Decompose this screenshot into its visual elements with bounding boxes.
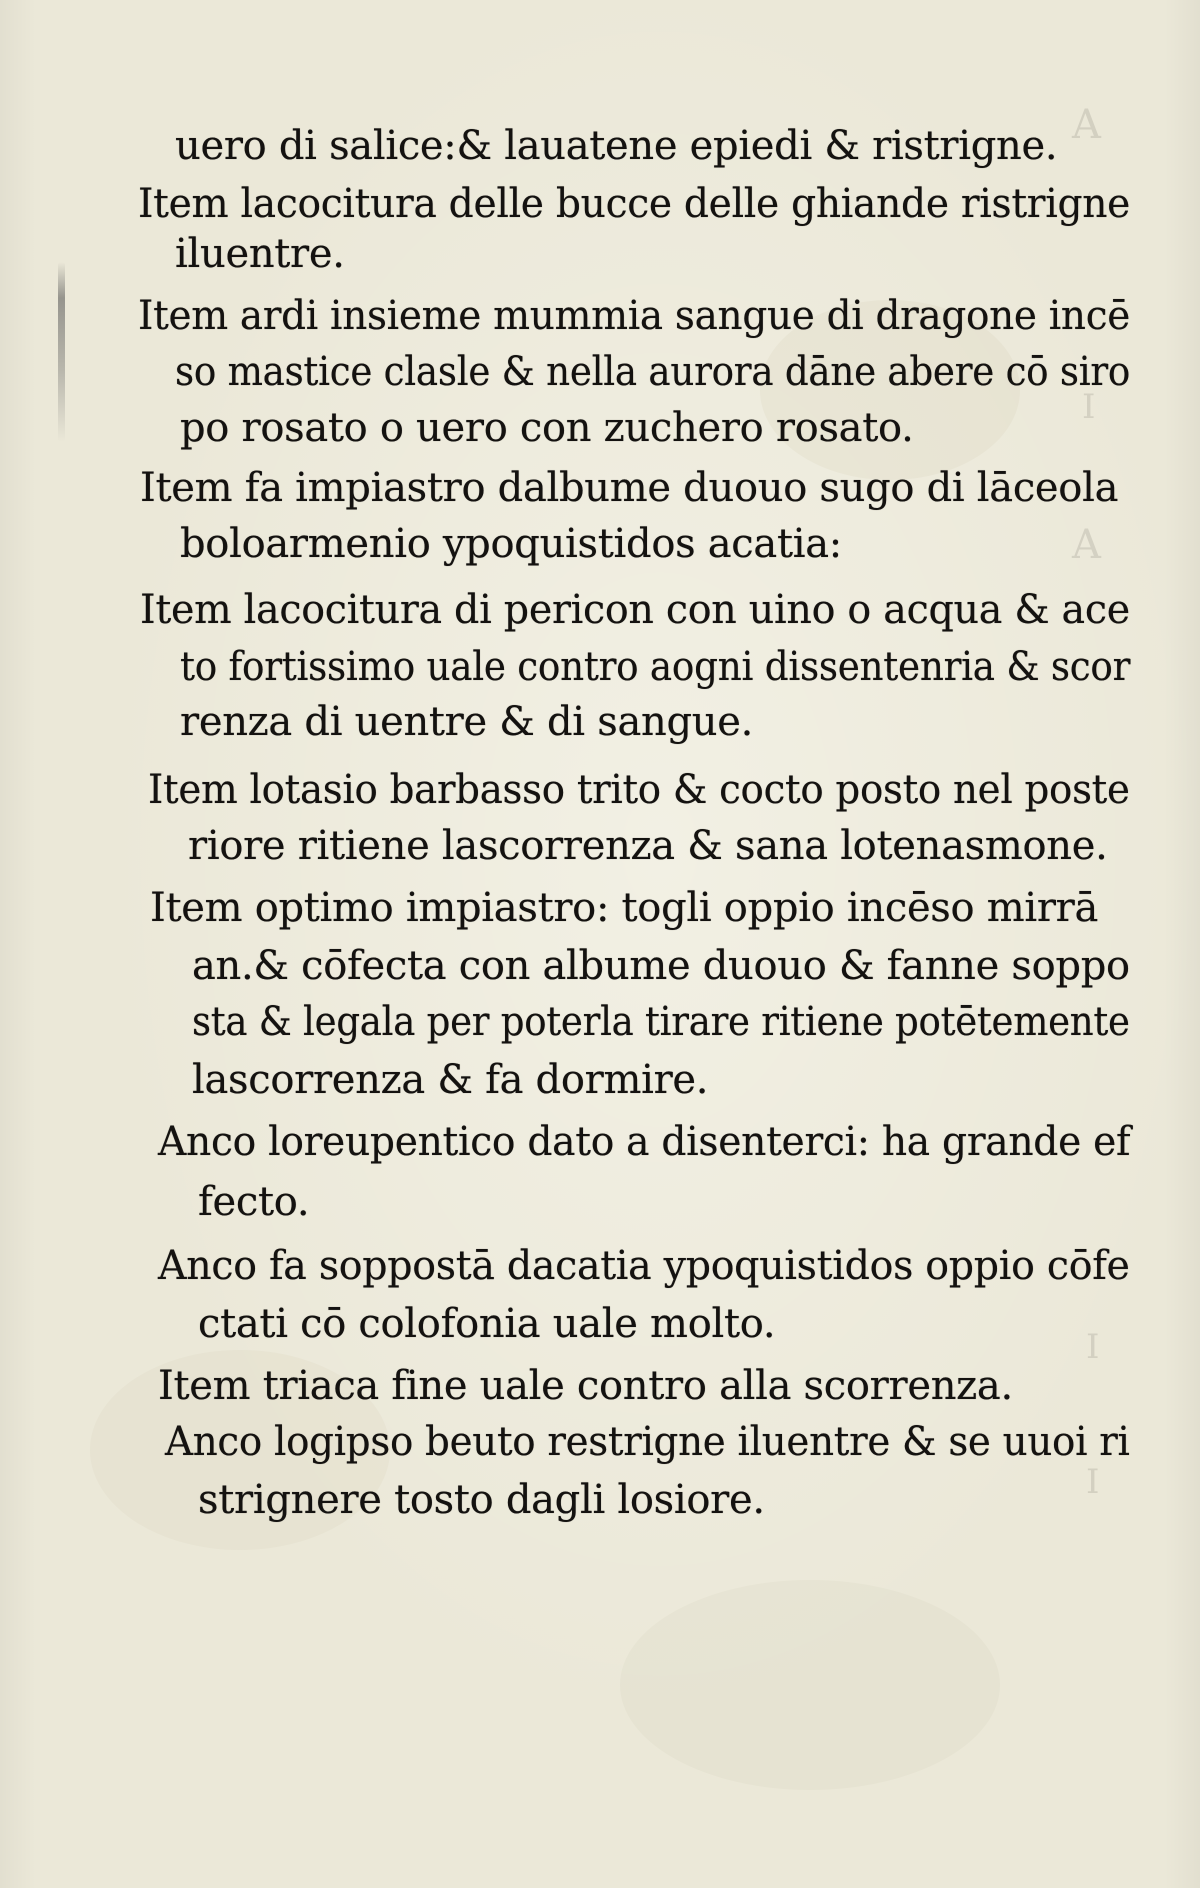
text-line: Anco fa soppostā dacatia ypoquistidos oppio cōfe — [158, 1243, 1130, 1289]
text-line: iluentre. — [175, 231, 345, 277]
text-line: Item lacocitura delle bucce delle ghiande ristrigne — [138, 181, 1131, 227]
text-line: Anco logipso beuto restrigne iluentre & se uuoi ri — [165, 1419, 1130, 1465]
text-line: strignere tosto dagli losiore. — [198, 1477, 765, 1523]
show-through-glyph: A — [1072, 522, 1101, 568]
text-line: Item triaca fine uale contro alla scorrenza. — [158, 1363, 1013, 1409]
text-line: Item ardi insieme mummia sangue di dragone incē — [138, 293, 1130, 339]
text-line: po rosato o uero con zuchero rosato. — [180, 405, 914, 451]
show-through-glyph: I — [1082, 387, 1096, 427]
show-through-glyph: A — [1072, 102, 1101, 148]
show-through-glyph: I — [1086, 1462, 1100, 1502]
text-line: to fortissimo uale contro aogni dissentenria & scor — [180, 644, 1131, 690]
text-line: Item lotasio barbasso trito & cocto posto nel poste — [148, 767, 1130, 813]
text-line: so mastice clasle & nella aurora dāne abere cō siro — [175, 349, 1131, 395]
text-line: renza di uentre & di sangue. — [180, 699, 754, 745]
text-line: sta & legala per poterla tirare ritiene potētemente — [192, 999, 1130, 1045]
text-line: an.& cōfecta con albume duouo & fanne soppo — [192, 943, 1130, 989]
text-line: fecto. — [198, 1179, 310, 1225]
text-line: boloarmenio ypoquistidos acatia: — [180, 521, 842, 567]
text-line: uero di salice:& lauatene epiedi & ristrigne. — [175, 123, 1058, 169]
show-through-glyph: I — [1086, 1327, 1100, 1367]
text-line: Item lacocitura di pericon con uino o acqua & ace — [140, 587, 1130, 633]
text-line: Item optimo impiastro: togli oppio incēso mirrā — [150, 885, 1099, 931]
text-line: Item fa impiastro dalbume duouo sugo di lāceola — [140, 465, 1119, 511]
text-line: Anco loreupentico dato a disenterci: ha grande ef — [158, 1119, 1131, 1165]
text-line: lascorrenza & fa dormire. — [192, 1057, 709, 1103]
text-line: riore ritiene lascorrenza & sana lotenasmone. — [188, 823, 1108, 869]
text-line: ctati cō colofonia uale molto. — [198, 1301, 776, 1347]
